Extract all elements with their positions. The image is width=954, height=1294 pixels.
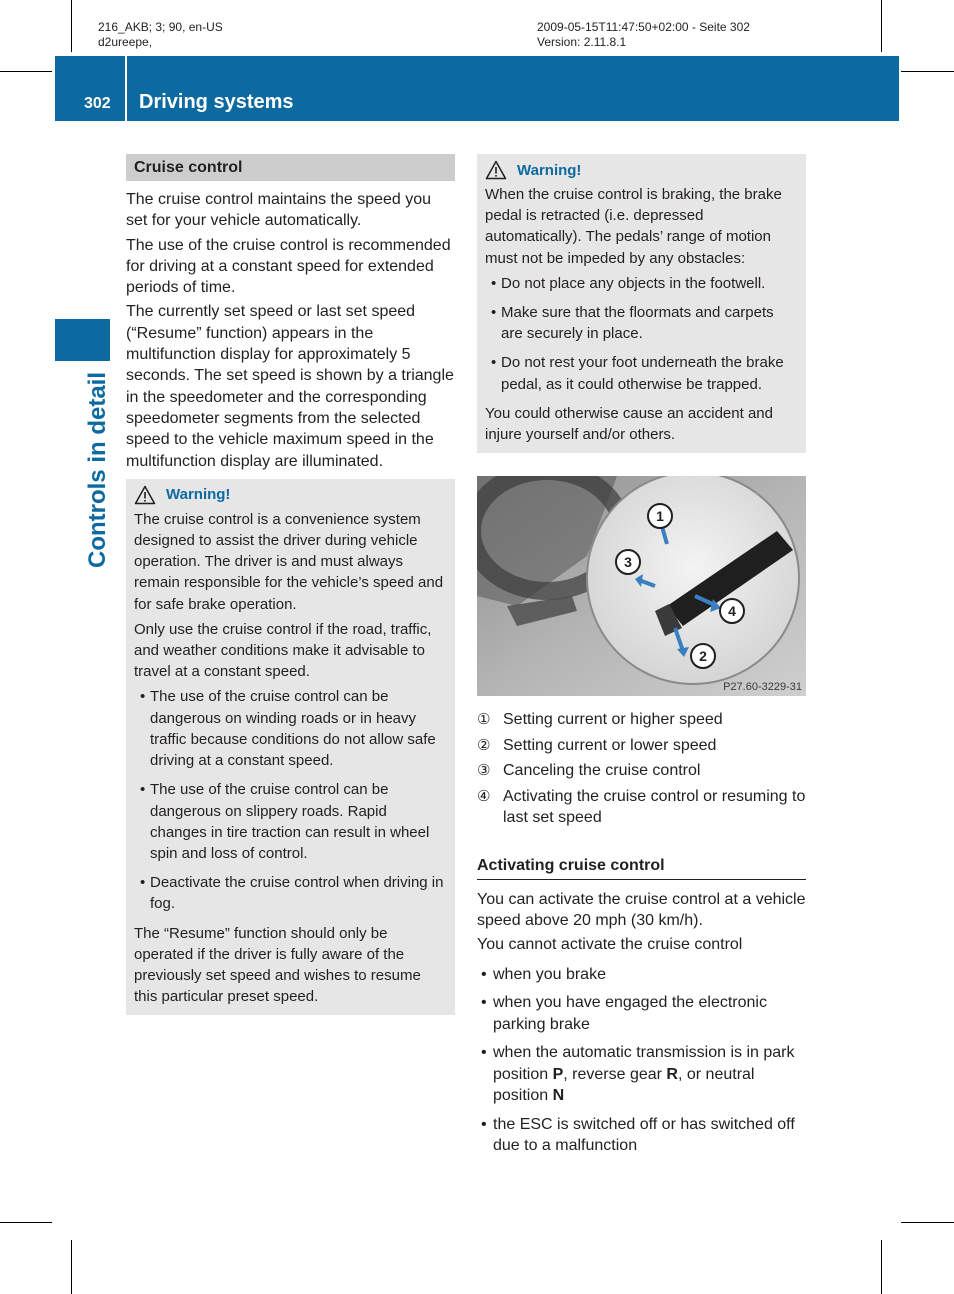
lever-illustration: [477, 476, 806, 696]
list-item: • when you brake: [477, 964, 806, 986]
crop-mark: [71, 0, 72, 52]
callout-legend: [477, 709, 806, 829]
legend-item: [477, 786, 806, 829]
body-paragraph: You cannot activate the cruise control: [477, 936, 743, 954]
warning-box: [477, 154, 806, 453]
legend-text: Activating the cruise control or resuming to last set speed: [503, 787, 806, 827]
warning-triangle-icon: [134, 485, 156, 505]
legend-number: ③: [477, 762, 491, 780]
callout-label: 4: [728, 603, 736, 620]
crop-mark: [901, 1222, 954, 1223]
gear-r: R: [666, 1065, 678, 1083]
warning-list: [134, 686, 447, 914]
warning-header: [485, 158, 798, 182]
text-run: , or neutral position: [493, 1065, 755, 1105]
warning-list: [485, 273, 798, 395]
side-tab-label: Controls in detail: [84, 371, 111, 569]
list-item: • Deactivate the cruise control when driving in fog.: [134, 872, 447, 914]
warning-header: [134, 483, 447, 507]
list-item: • Do not rest your foot underneath the brake pedal, as it could otherwise be trapped.: [485, 352, 798, 394]
print-meta-right: [537, 20, 750, 50]
crop-mark: [0, 71, 52, 72]
image-code: P27.60-3229-31: [723, 681, 802, 694]
list-item: • when you have engaged the electronic parking brake: [477, 992, 806, 1035]
side-tab-marker: [55, 319, 110, 361]
body-paragraph: The cruise control maintains the speed you set for your vehicle automatically.: [126, 191, 432, 230]
body-paragraph: You can activate the cruise control at a vehicle speed above 20 mph (30 km/h).: [477, 890, 806, 930]
warning-title: Warning!: [166, 486, 231, 504]
header-divider: [125, 56, 127, 121]
cruise-control-lever-photo: [477, 476, 806, 696]
legend-number: ①: [477, 711, 491, 729]
left-column: [126, 154, 455, 1015]
crop-mark: [71, 1240, 72, 1294]
crop-mark: [0, 1222, 52, 1223]
legend-item: [477, 709, 806, 731]
gear-n: N: [552, 1087, 565, 1105]
crop-mark: [881, 1240, 882, 1294]
text-run: , reverse gear: [563, 1065, 667, 1083]
meta-line: 216_AKB; 3; 90, en-US: [98, 20, 223, 34]
warning-paragraph: The cruise control is a convenience system designed to assist the driver during vehicle operation. The driver is and must always remain responsible for the vehicle’s speed and for safe brake operation.: [134, 510, 444, 613]
right-column: [477, 154, 806, 1164]
list-item: [477, 1042, 806, 1107]
page-number: 302: [84, 95, 111, 112]
section-title: Driving systems: [139, 91, 294, 113]
list-item: • The use of the cruise control can be dangerous on slippery roads. Rapid changes in tire traction can result in wheel spin and loss of control.: [134, 779, 447, 864]
callout-label: 2: [699, 648, 707, 665]
crop-mark: [881, 0, 882, 52]
legend-text: Canceling the cruise control: [503, 762, 701, 780]
meta-line: d2ureepe,: [98, 35, 153, 49]
activating-cruise-control-heading: Activating cruise control: [477, 855, 806, 880]
list-item: • The use of the cruise control can be dangerous on winding roads or in heavy traffic because conditions do not allow safe driving at a constant speed.: [134, 686, 447, 771]
warning-title: Warning!: [517, 161, 582, 179]
legend-item: [477, 760, 806, 782]
print-meta-left: [98, 20, 223, 50]
crop-mark: [901, 71, 954, 72]
warning-paragraph: The “Resume” function should only be operated if the driver is fully aware of the previously set speed and wishes to resume this particular preset speed.: [134, 924, 421, 1006]
warning-triangle-icon: [485, 160, 507, 180]
meta-line: Version: 2.11.8.1: [537, 35, 627, 49]
cruise-control-heading: Cruise control: [126, 154, 455, 181]
warning-paragraph: You could otherwise cause an accident and injure yourself and/or others.: [485, 404, 773, 444]
callout-label: 1: [656, 508, 664, 525]
list-item: • the ESC is switched off or has switched off due to a malfunction: [477, 1114, 806, 1157]
list-item: • Make sure that the floormats and carpets are securely in place.: [485, 302, 798, 344]
legend-text: Setting current or higher speed: [503, 711, 723, 729]
text-run: when the automatic transmission is in park position: [493, 1044, 795, 1083]
legend-item: [477, 735, 806, 757]
warning-paragraph: When the cruise control is braking, the brake pedal is retracted (i.e. depressed automatically). The pedals’ range of motion must not be impeded by any obstacles:: [485, 186, 782, 267]
warning-box: [126, 479, 455, 1015]
body-paragraph: The use of the cruise control is recommended for driving at a constant speed for extended periods of time.: [126, 236, 451, 297]
legend-number: ④: [477, 787, 491, 805]
list-item: • Do not place any objects in the footwell.: [485, 273, 798, 294]
callout-label: 3: [624, 554, 632, 571]
legend-number: ②: [477, 736, 491, 754]
gear-p: P: [552, 1065, 564, 1083]
meta-line: 2009-05-15T11:47:50+02:00 - Seite 302: [537, 20, 750, 34]
warning-paragraph: Only use the cruise control if the road, traffic, and weather conditions make it advisable to travel at a constant speed.: [134, 620, 432, 681]
conditions-list: [477, 964, 806, 1157]
legend-text: Setting current or lower speed: [503, 736, 717, 754]
body-paragraph: The currently set speed or last set speed (“Resume” function) appears in the multifunction display for approximately 5 seconds. The set speed is shown by a triangle in the speedometer and the corresponding speedometer segments from the selected speed to the vehicle maximum speed in the multifunction display are illuminated.: [126, 303, 454, 470]
